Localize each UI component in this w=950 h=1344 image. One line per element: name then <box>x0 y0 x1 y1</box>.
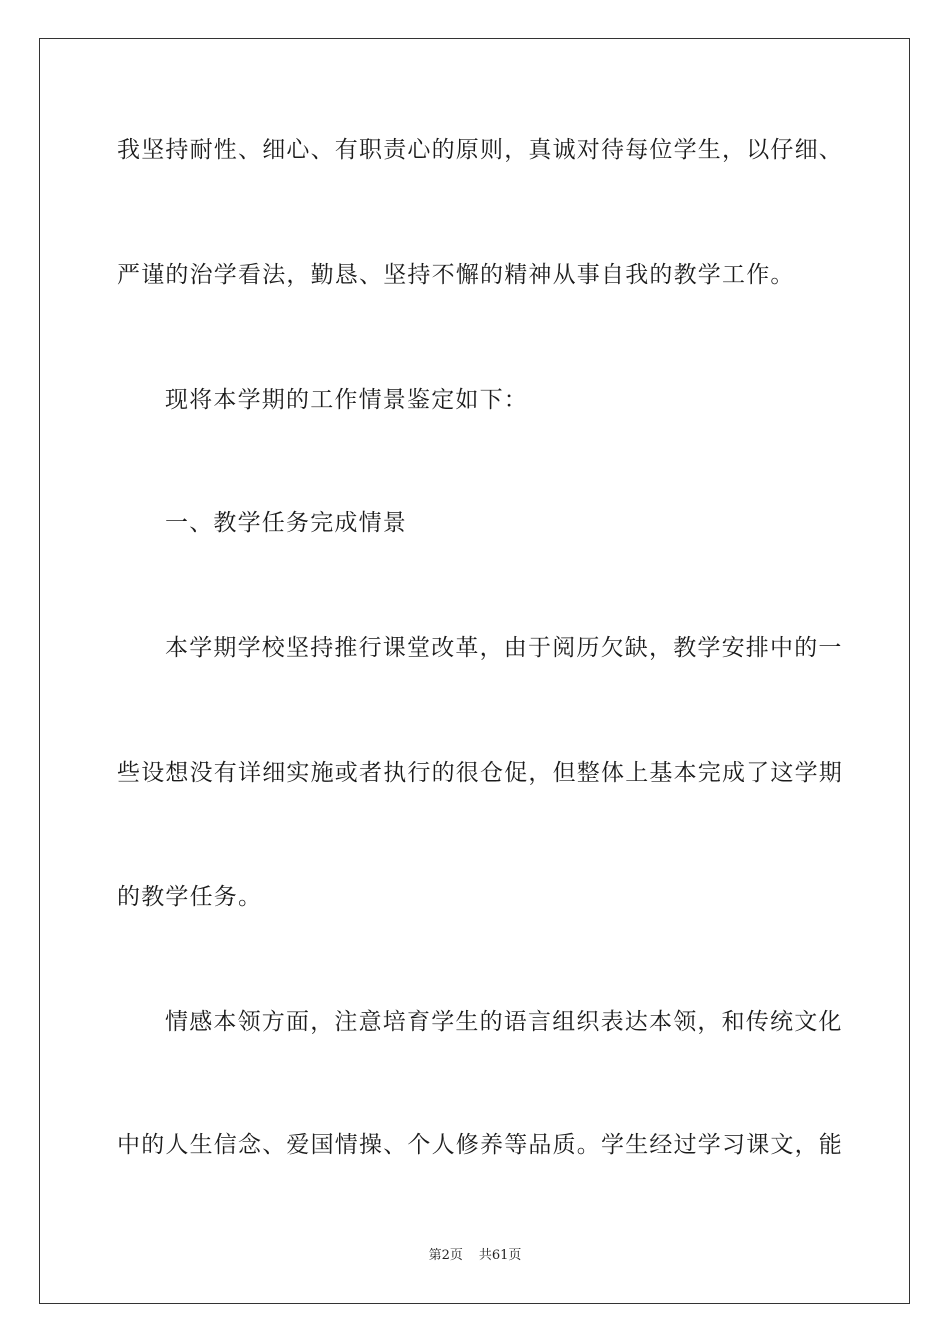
body-line-8: 情感本领方面，注意培育学生的语言组织表达本领，和传统文化 <box>165 1009 843 1035</box>
body-line-2: 严谨的治学看法，勤恳、坚持不懈的精神从事自我的教学工作。 <box>117 262 795 288</box>
body-line-3: 现将本学期的工作情景鉴定如下： <box>165 387 528 413</box>
page-number: 第2页 <box>428 1248 463 1263</box>
body-line-1: 我坚持耐性、细心、有职责心的原则，真诚对待每位学生，以仔细、 <box>117 137 843 163</box>
body-line-9: 中的人生信念、爱国情操、个人修养等品质。学生经过学习课文，能 <box>117 1132 843 1158</box>
page-footer <box>0 1247 950 1265</box>
page-total: 共61页 <box>478 1248 522 1263</box>
body-line-7: 的教学任务。 <box>117 884 263 910</box>
body-line-5: 本学期学校坚持推行课堂改革，由于阅历欠缺，教学安排中的一 <box>165 635 843 661</box>
section-heading: 一、教学任务完成情景 <box>165 510 407 536</box>
body-line-6: 些设想没有详细实施或者执行的很仓促，但整体上基本完成了这学期 <box>117 760 843 786</box>
page-border <box>39 38 910 1304</box>
